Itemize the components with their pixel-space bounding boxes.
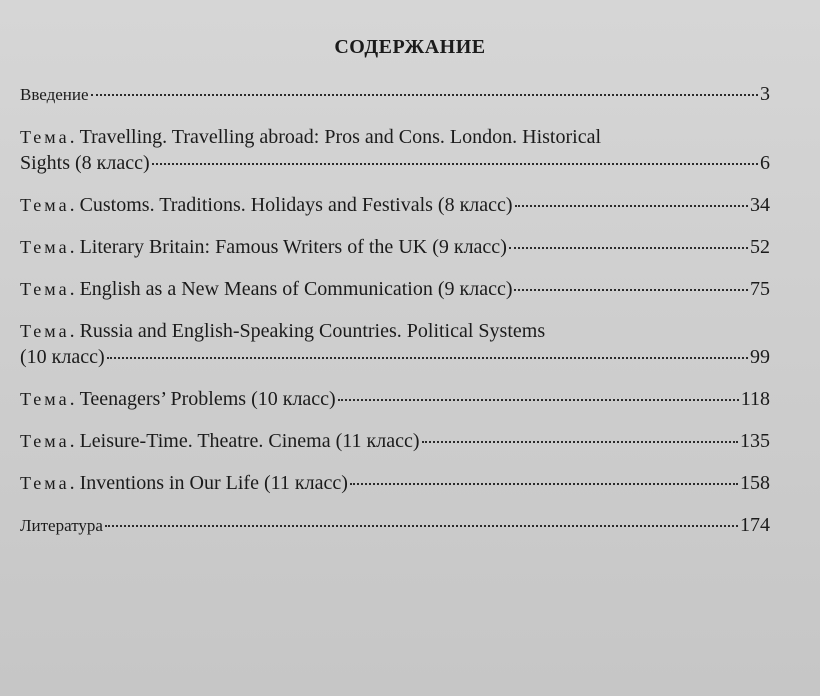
entry-title: Teenagers’ Problems (10 класс): [79, 388, 336, 410]
dot-leader: [422, 441, 738, 443]
entry-title-line-1: Russia and English-Speaking Countries. Political Systems: [79, 320, 546, 342]
page-number: 75: [750, 278, 770, 300]
toc-entry-literature: [20, 512, 770, 539]
toc-entry-customs: Тема . Customs. Traditions. Holidays and Festivals (8 класс) 34: [20, 194, 770, 216]
entry-title-line-1: Travelling. Travelling abroad: Pros and Cons. London. Historical: [79, 126, 602, 148]
toc-entry-russia: Тема. Russia and English-Speaking Countries. Political Systems (10 класс) 99: [20, 320, 770, 368]
entry-title: Inventions in Our Life (11 класс): [79, 472, 348, 494]
toc-entry-literary-britain: Тема . Literary Britain: Famous Writers of the UK (9 класс) 52: [20, 236, 770, 258]
theme-label: Тема: [20, 279, 70, 299]
dot-leader: [509, 247, 748, 249]
toc-entry-introduction: [20, 81, 770, 108]
entry-title: Leisure-Time. Theatre. Cinema (11 класс): [79, 430, 420, 452]
page-number: 135: [740, 430, 770, 452]
page-number: 6: [760, 152, 770, 174]
theme-label: Тема: [20, 237, 70, 257]
theme-label: Тема: [20, 473, 70, 493]
page-number: 34: [750, 194, 770, 216]
theme-label: Тема: [20, 127, 70, 147]
entry-title-line-2: (10 класс): [20, 346, 105, 368]
page-number: 118: [740, 388, 770, 410]
page-number: 174: [740, 514, 770, 536]
entry-title: English as a New Means of Communication (9 класс): [79, 278, 513, 300]
toc-entry-inventions: Тема . Inventions in Our Life (11 класс) 158: [20, 472, 770, 494]
page-number: 99: [750, 346, 770, 368]
entry-title: Customs. Traditions. Holidays and Festivals (8 класс): [79, 194, 513, 216]
dot-leader: [152, 163, 758, 165]
dot-leader: [338, 399, 739, 401]
dot-leader: [105, 525, 738, 527]
toc-entry-leisure: Тема . Leisure-Time. Theatre. Cinema (11 класс) 135: [20, 430, 770, 452]
entry-title: Введение: [20, 85, 89, 104]
page-number: 3: [760, 83, 770, 105]
toc-entry-english-communication: Тема . English as a New Means of Communication (9 класс) 75: [20, 278, 770, 300]
dot-leader: [350, 483, 738, 485]
dot-leader: [107, 357, 748, 359]
page-title: СОДЕРЖАНИЕ: [334, 36, 486, 58]
dot-leader: [514, 289, 748, 291]
theme-label: Тема: [20, 431, 70, 451]
page-number: 158: [740, 472, 770, 494]
entry-title-line-2: Sights (8 класс): [20, 152, 150, 174]
theme-label: Тема: [20, 321, 70, 341]
page-number: 52: [750, 236, 770, 258]
theme-label: Тема: [20, 195, 70, 215]
theme-label: Тема: [20, 389, 70, 409]
toc-entry-teenagers: Тема . Teenagers’ Problems (10 класс) 118: [20, 388, 770, 410]
dot-leader: [91, 94, 758, 96]
dot-leader: [515, 205, 748, 207]
entry-title: Литература: [20, 516, 103, 535]
toc-entry-travelling: Тема. Travelling. Travelling abroad: Pros and Cons. London. Historical Sights (8 класс) 6: [20, 126, 770, 174]
entry-title: Literary Britain: Famous Writers of the UK (9 класс): [79, 236, 507, 258]
